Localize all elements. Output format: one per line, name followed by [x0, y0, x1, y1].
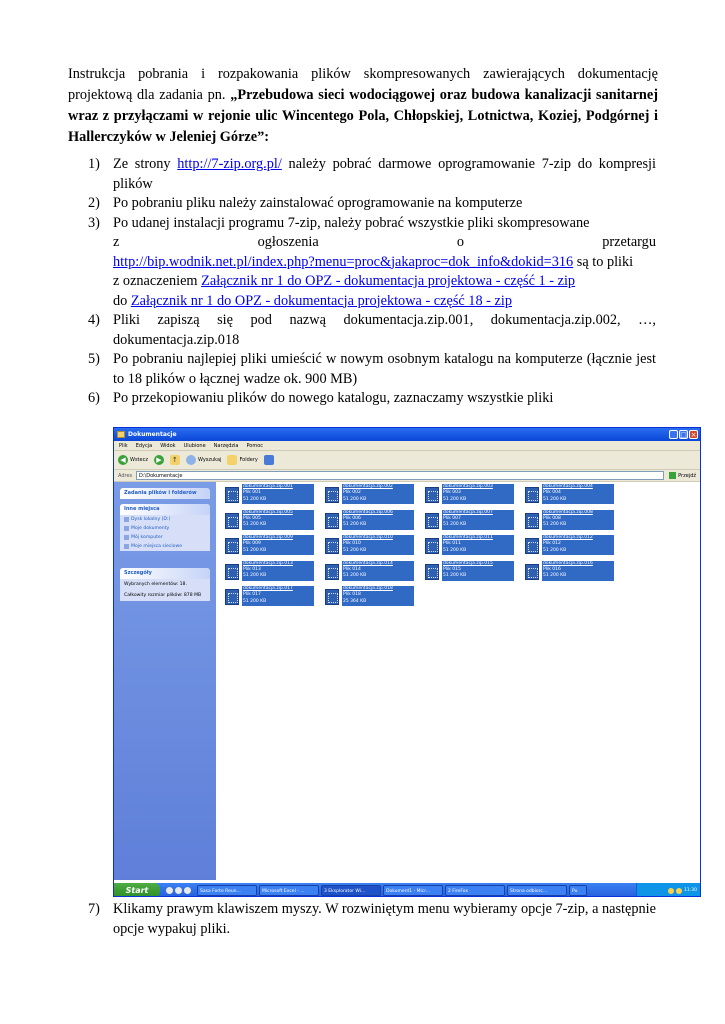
archive-file-icon [525, 487, 539, 503]
file-type: Plik 004 [543, 490, 561, 496]
place-label: Mój komputer [131, 535, 163, 540]
file-label [342, 484, 414, 504]
instruction-list [88, 155, 656, 409]
up-folder-icon: ↑ [170, 455, 180, 465]
window-title: Dokumentacje [128, 431, 177, 438]
ie-icon[interactable] [166, 887, 173, 894]
place-label: Moje dokumenty [131, 526, 170, 531]
file-item[interactable] [222, 534, 317, 556]
place-network[interactable] [120, 542, 210, 551]
total-size: Całkowity rozmiar plików: 878 MB [124, 593, 202, 598]
views-icon [264, 455, 274, 465]
intro-paragraph [68, 64, 658, 148]
archive-file-icon [225, 513, 239, 529]
maximize-button[interactable]: □ [680, 431, 687, 439]
archive-file-icon [225, 564, 239, 580]
archive-file-icon [225, 487, 239, 503]
file-name: dokumentacja.zip.001 [243, 484, 293, 489]
attachment-part1-link[interactable]: Załącznik nr 1 do OPZ - dokumentacja projektowa - część 1 - zip [201, 273, 576, 289]
step-text: Pliki zapiszą się pod nazwą dokumentacja.zip.001, dokumentacja.zip.002, …, dokumentacja.zip.018 [113, 312, 656, 348]
file-item[interactable] [422, 534, 517, 556]
file-label [342, 561, 414, 581]
pane-title[interactable]: Zadania plików i folderów [120, 488, 210, 499]
file-size: 51 200 KB [343, 547, 367, 553]
task-pane [114, 482, 216, 880]
search-icon [186, 455, 196, 465]
address-label: Adres [118, 473, 133, 479]
file-size: 51 200 KB [443, 496, 467, 502]
tray-icon[interactable] [676, 888, 682, 894]
media-icon[interactable] [184, 887, 191, 894]
folders-button[interactable] [227, 455, 257, 465]
toolbar [114, 451, 700, 470]
step-7 [88, 900, 656, 939]
quick-launch [166, 887, 191, 894]
file-list [218, 482, 698, 880]
computer-icon [124, 535, 129, 540]
step-number: 4) [88, 312, 100, 328]
file-name: dokumentacja.zip.002 [343, 484, 393, 489]
taskbar-item[interactable]: Strona odbiorc... [507, 885, 567, 896]
file-type: Plik 007 [443, 515, 461, 521]
step-text: Klikamy prawym klawiszem myszy. W rozwiniętym menu wybieramy opcje 7-zip, a następnie opcje wypakuj pliki. [113, 901, 656, 937]
file-item[interactable] [322, 534, 417, 556]
step-5 [88, 350, 656, 389]
file-type: Plik 015 [443, 566, 461, 572]
intro-text: Instrukcja pobrania i rozpakowania plików skompresowanych zawierających dokumentację projektową dla zadania pn. [68, 66, 658, 103]
address-input[interactable]: D:\Dokumentacje [136, 471, 664, 480]
step-number: 3) [88, 214, 100, 231]
file-size: 51 200 KB [443, 573, 467, 579]
file-label [242, 561, 314, 581]
file-name: dokumentacja.zip.010 [343, 535, 393, 540]
file-type: Plik 003 [443, 490, 461, 496]
step-2 [88, 194, 656, 214]
step-text: Po pobraniu pliku należy zainstalować oprogramowanie na komputerze [113, 195, 523, 211]
file-size: 51 200 KB [243, 522, 267, 528]
archive-file-icon [325, 589, 339, 605]
file-size: 51 200 KB [543, 522, 567, 528]
7zip-link[interactable]: http://7-zip.org.pl/ [177, 156, 282, 172]
pane-title[interactable]: Inne miejsca [120, 504, 210, 515]
file-size: 51 200 KB [343, 522, 367, 528]
menu-view[interactable]: Widok [160, 443, 176, 449]
project-title: „Przebudowa sieci wodociągowej oraz budowa kanalizacji sanitarnej wraz z przyłączami w rejonie ulic Wincentego Pola, Chłopskiej, Lotnictwa, Koziej, Podgórnej i Hallerczyków w Jeleniej Górze”: [68, 87, 658, 145]
taskbar-item-active[interactable]: 3 Eksplorator Wi... [321, 885, 381, 896]
start-button[interactable]: Start [114, 883, 160, 897]
archive-file-icon [425, 564, 439, 580]
file-item[interactable] [422, 560, 517, 582]
archive-file-icon [325, 538, 339, 554]
file-item[interactable] [222, 483, 317, 505]
file-label [342, 535, 414, 555]
minimize-button[interactable]: _ [669, 430, 678, 439]
file-item[interactable] [322, 509, 417, 531]
other-places-pane [120, 504, 210, 551]
step-number: 2) [88, 195, 100, 211]
file-type: Plik 002 [343, 490, 361, 496]
folder-icon [117, 431, 125, 438]
word: z [113, 234, 120, 250]
file-name: dokumentacja.zip.004 [543, 484, 593, 489]
archive-file-icon [225, 589, 239, 605]
file-item[interactable] [422, 483, 517, 505]
file-item[interactable] [522, 509, 617, 531]
step-text: do [113, 292, 131, 309]
archive-file-icon [325, 513, 339, 529]
file-name: dokumentacja.zip.011 [443, 535, 493, 540]
step-text: należy pobrać darmowe oprogramowanie 7-zip do kompresji plików [113, 156, 656, 192]
file-name: dokumentacja.zip.016 [543, 560, 593, 566]
step-number: 6) [88, 390, 100, 406]
step-text: Po pobraniu najlepiej pliki umieścić w nowym osobnym katalogu na komputerze (łącznie jest to 18 plików o łącznej wadze ok. 900 MB) [113, 351, 656, 387]
menu-tools[interactable]: Narzędzia [213, 443, 239, 449]
back-label: Wstecz [130, 457, 148, 463]
file-type: Plik 013 [243, 566, 261, 572]
file-type: Plik 010 [343, 541, 361, 547]
forward-arrow-icon: ▶ [154, 455, 164, 465]
step-text: z oznaczeniem [113, 273, 202, 289]
file-size: 51 200 KB [543, 573, 567, 579]
menu-favorites[interactable]: Ulubione [183, 443, 206, 449]
folders-label: Foldery [239, 457, 258, 463]
taskbar-item[interactable]: Microsoft Excel - ... [259, 885, 319, 896]
file-label [242, 586, 314, 606]
file-label [442, 510, 514, 530]
file-label [442, 535, 514, 555]
file-type: Plik 017 [243, 592, 261, 598]
step-3 [88, 214, 656, 312]
file-item[interactable] [222, 509, 317, 531]
go-button[interactable] [669, 472, 696, 479]
file-name: dokumentacja.zip.007 [443, 509, 493, 515]
file-tasks-pane [120, 488, 210, 499]
file-label [442, 561, 514, 581]
menu-help[interactable]: Pomoc [246, 443, 264, 449]
archive-file-icon [525, 513, 539, 529]
search-button[interactable] [186, 455, 221, 465]
step-text: są to pliki [573, 253, 634, 270]
close-button[interactable]: × [690, 431, 697, 439]
file-name: dokumentacja.zip.013 [243, 560, 293, 566]
word: przetargu [602, 234, 656, 250]
file-name: dokumentacja.zip.009 [243, 535, 293, 540]
views-button[interactable] [264, 455, 274, 465]
file-size: 51 200 KB [443, 547, 467, 553]
menu-bar [114, 441, 700, 451]
archive-file-icon [225, 538, 239, 554]
file-name: dokumentacja.zip.015 [443, 560, 493, 566]
step-number: 5) [88, 351, 100, 367]
archive-file-icon [325, 564, 339, 580]
archive-file-icon [425, 513, 439, 529]
menu-file[interactable]: Plik [119, 443, 128, 449]
file-type: Plik 008 [543, 515, 561, 521]
archive-file-icon [325, 487, 339, 503]
file-size: 51 200 KB [343, 496, 367, 502]
place-my-documents[interactable] [120, 524, 210, 533]
back-button[interactable] [118, 455, 148, 465]
documents-icon [124, 526, 129, 531]
step-number: 7) [88, 901, 100, 917]
file-item[interactable] [322, 585, 417, 607]
archive-file-icon [425, 487, 439, 503]
file-name: dokumentacja.zip.005 [243, 509, 293, 515]
desktop-icon[interactable] [175, 887, 182, 894]
file-name: dokumentacja.zip.003 [443, 484, 493, 489]
file-size: 51 200 KB [343, 573, 367, 579]
file-type: Plik 012 [543, 541, 561, 547]
details-pane [120, 568, 210, 601]
forward-button[interactable] [154, 455, 164, 465]
attachment-part18-link[interactable]: Załącznik nr 1 do OPZ - dokumentacja projektowa - część 18 - zip [130, 292, 512, 309]
taskbar [114, 883, 700, 897]
file-label [342, 586, 414, 606]
file-name: dokumentacja.zip.018 [343, 586, 393, 591]
address-bar [114, 470, 700, 482]
file-label [542, 484, 614, 504]
explorer-screenshot [113, 427, 701, 897]
taskbar-item[interactable]: Sasa Forte Reun... [197, 885, 257, 896]
file-size: 51 200 KB [443, 522, 467, 528]
title-bar [114, 428, 700, 441]
file-label [542, 561, 614, 581]
pane-title[interactable]: Szczegóły [120, 568, 210, 579]
file-size: 51 200 KB [243, 573, 267, 579]
file-item[interactable] [322, 560, 417, 582]
file-label [542, 510, 614, 530]
tray-icon[interactable] [668, 888, 674, 894]
file-type: Plik 016 [543, 566, 561, 572]
go-label: Przejdź [678, 472, 696, 479]
file-item[interactable] [222, 560, 317, 582]
system-tray [636, 883, 700, 897]
up-button[interactable] [170, 455, 180, 465]
step-4 [88, 311, 656, 350]
step-text: Po przekopiowaniu plików do nowego katalogu, zaznaczamy wszystkie pliki [113, 390, 554, 406]
file-item[interactable] [522, 534, 617, 556]
file-type: Plik 006 [343, 515, 361, 521]
step-text-spread [113, 233, 656, 253]
file-size: 51 200 KB [243, 598, 267, 604]
step-text: Ze strony [113, 156, 178, 172]
file-size: 51 200 KB [243, 547, 267, 553]
archive-file-icon [525, 538, 539, 554]
disk-icon [124, 517, 129, 522]
file-name: dokumentacja.zip.014 [343, 560, 393, 566]
file-name: dokumentacja.zip.017 [243, 586, 293, 591]
taskbar-item[interactable]: Pu [569, 885, 587, 896]
word: o [456, 234, 465, 250]
file-size: 51 200 KB [543, 547, 567, 553]
back-arrow-icon: ◀ [118, 455, 128, 465]
step-text: Po udanej instalacji programu 7-zip, należy pobrać wszystkie pliki skompresowane [113, 214, 590, 231]
search-label: Wyszukaj [197, 457, 222, 463]
selected-count: Wybranych elementów: 18. [124, 582, 187, 587]
place-my-computer[interactable] [120, 533, 210, 542]
taskbar-item[interactable]: 2 FireFox [445, 885, 505, 896]
file-type: Plik 009 [243, 541, 261, 547]
file-type: Plik 001 [243, 490, 261, 496]
go-arrow-icon [669, 472, 676, 479]
taskbar-item[interactable]: Dokument1 - Micr... [383, 885, 443, 896]
place-label: Moje miejsca sieciowe [131, 544, 183, 549]
file-size: 25 364 KB [343, 598, 367, 604]
file-label [442, 484, 514, 504]
file-name: dokumentacja.zip.008 [543, 509, 593, 515]
file-label [542, 535, 614, 555]
file-type: Plik 018 [343, 592, 361, 598]
file-item[interactable] [422, 509, 517, 531]
file-label [242, 535, 314, 555]
file-type: Plik 005 [243, 515, 261, 521]
file-label [342, 510, 414, 530]
network-icon [124, 544, 129, 549]
file-item[interactable] [222, 585, 317, 607]
menu-edit[interactable]: Edycja [135, 443, 153, 449]
archive-file-icon [425, 538, 439, 554]
step-1 [88, 155, 656, 194]
bip-link[interactable]: http://bip.wodnik.net.pl/index.php?menu=proc&jakaproc=dok_info&dokid=316 [113, 253, 574, 270]
archive-file-icon [525, 564, 539, 580]
file-label [242, 510, 314, 530]
file-label [242, 484, 314, 504]
word: ogłoszenia [257, 234, 319, 250]
place-local-disk[interactable] [120, 515, 210, 524]
file-type: Plik 014 [343, 566, 361, 572]
step-6 [88, 389, 656, 409]
file-size: 51 200 KB [543, 496, 567, 502]
file-item[interactable] [322, 483, 417, 505]
clock: 11:30 [684, 888, 697, 893]
step-number: 1) [88, 156, 100, 172]
file-type: Plik 011 [443, 541, 461, 547]
file-item[interactable] [522, 483, 617, 505]
file-size: 51 200 KB [243, 496, 267, 502]
folders-icon [227, 455, 237, 465]
file-item[interactable] [522, 560, 617, 582]
file-name: dokumentacja.zip.006 [343, 509, 393, 515]
place-label: Dysk lokalny (D:) [131, 517, 171, 522]
file-name: dokumentacja.zip.012 [543, 535, 593, 540]
